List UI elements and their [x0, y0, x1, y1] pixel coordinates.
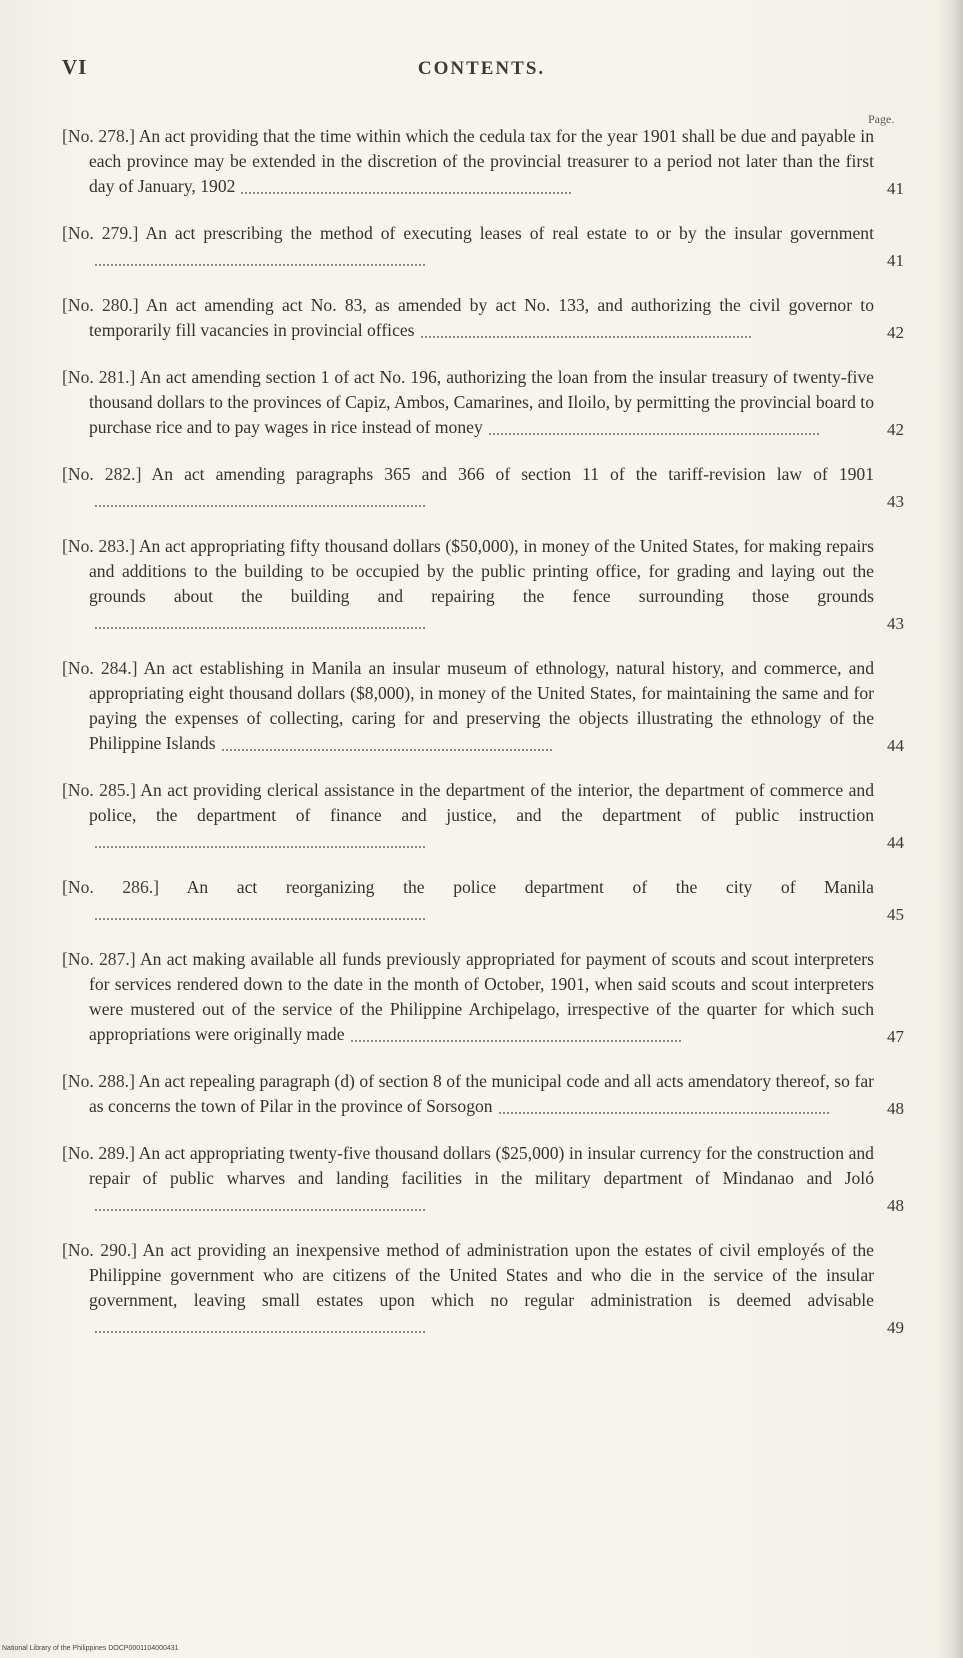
dot-leader: [351, 1030, 681, 1042]
page-number: VI: [62, 55, 88, 79]
dot-leader: [95, 495, 425, 507]
entry-text: [62, 1069, 874, 1119]
dot-leader: [95, 617, 425, 629]
contents-entry: [62, 1238, 908, 1338]
entry-page-number: 42: [887, 323, 904, 342]
running-head: CONTENTS.: [417, 58, 546, 79]
act-number: [No. 286.]: [62, 877, 160, 897]
act-number: [No. 278.]: [62, 126, 136, 146]
act-number: [No. 287.]: [62, 949, 136, 969]
entry-page-number: 48: [887, 1099, 904, 1118]
entry-page-number: 44: [887, 833, 904, 852]
act-description: An act providing an inexpensive method of administration upon the estates of civil employés of the Philippine government who are citizens of the United States and who die in the service of the insular government, leaving small estates upon which no regular administration is deemed advisable: [89, 1240, 874, 1310]
page-column-label: Page.: [868, 112, 895, 126]
act-description: An act amending section 1 of act No. 196, authorizing the loan from the insular treasury of twenty-five thousand dollars to the provinces of Capiz, Ambos, Camarines, and Iloilo, by permitting the provincial board to purchase rice and to pay wages in rice instead of money: [89, 367, 874, 437]
contents-entry: [62, 534, 908, 634]
entry-text: [62, 124, 874, 199]
entry-page-number: 41: [887, 251, 904, 270]
entry-page-number: 43: [887, 492, 904, 511]
page-edge-shadow: [937, 0, 963, 1658]
act-description: An act appropriating twenty-five thousand dollars ($25,000) in insular currency for the construction and repair of public wharves and landing facilities in the military department of Mindanao and Joló: [89, 1143, 874, 1188]
act-number: [No. 285.]: [62, 780, 136, 800]
contents-entry: [62, 293, 908, 343]
contents-entry: [62, 124, 908, 199]
entry-text: [62, 221, 874, 271]
entry-text: [62, 365, 874, 440]
dot-leader: [95, 1199, 425, 1211]
act-description: An act repealing paragraph (d) of section 8 of the municipal code and all acts amendatory thereof, so far as concerns the town of Pilar in the province of Sorsogon: [89, 1071, 874, 1116]
entry-text: [62, 875, 874, 925]
entry-page-number: 45: [887, 905, 904, 924]
act-number: [No. 279.]: [62, 223, 139, 243]
dot-leader: [241, 182, 571, 194]
dot-leader: [421, 326, 751, 338]
act-description: An act appropriating fifty thousand dollars ($50,000), in money of the United States, for making repairs and additions to the building to be occupied by the public printing office, for grading and laying out the grounds about the building and repairing the fence surrounding those grounds: [89, 536, 874, 606]
entry-page-number: 43: [887, 614, 904, 633]
act-number: [No. 281.]: [62, 367, 136, 387]
entry-page-number: 49: [887, 1318, 904, 1337]
entry-text: [62, 778, 874, 853]
entry-text: [62, 1238, 874, 1338]
act-number: [No. 283.]: [62, 536, 136, 556]
dot-leader: [489, 423, 819, 435]
entry-text: [62, 947, 874, 1047]
contents-entry: [62, 875, 908, 925]
contents-entry: [62, 221, 908, 271]
act-number: [No. 282.]: [62, 464, 142, 484]
dot-leader: [95, 1321, 425, 1333]
act-description: An act prescribing the method of executing leases of real estate to or by the insular government: [145, 223, 874, 243]
entry-page-number: 44: [887, 736, 904, 755]
entry-text: [62, 534, 874, 634]
dot-leader: [95, 836, 425, 848]
entry-text: [62, 656, 874, 756]
act-description: An act amending act No. 83, as amended by act No. 133, and authorizing the civil governor to temporarily fill vacancies in provincial offices: [89, 295, 874, 340]
act-number: [No. 290.]: [62, 1240, 137, 1260]
contents-entry: [62, 778, 908, 853]
act-number: [No. 280.]: [62, 295, 139, 315]
entry-text: [62, 293, 874, 343]
act-number: [No. 288.]: [62, 1071, 135, 1091]
act-number: [No. 284.]: [62, 658, 138, 678]
entry-text: [62, 462, 874, 512]
act-description: An act establishing in Manila an insular museum of ethnology, natural history, and commerce, and appropriating eight thousand dollars ($8,000), in money of the United States, for maintaining the same and for paying the expenses of collecting, caring for and preserving the objects illustrating the ethnology of the Philippine Islands: [89, 658, 874, 753]
act-description: An act making available all funds previously appropriated for payment of scouts and scout interpreters for services rendered down to the date in the month of October, 1901, when said scouts and scout interpreters were mustered out of the service of the Philippine Archipelago, irrespective of the quarter for which such appropriations were originally made: [89, 949, 874, 1044]
act-description: An act providing that the time within which the cedula tax for the year 1901 shall be due and payable in each province may be extended in the discretion of the provincial treasurer to a period not later than the first day of January, 1902: [89, 126, 874, 196]
entry-page-number: 41: [887, 179, 904, 198]
dot-leader: [95, 908, 425, 920]
contents-list: [62, 124, 908, 1360]
contents-entry: [62, 656, 908, 756]
entry-page-number: 47: [887, 1027, 904, 1046]
contents-entry: [62, 462, 908, 512]
contents-entry: [62, 1141, 908, 1216]
contents-entry: [62, 1069, 908, 1119]
contents-entry: [62, 947, 908, 1047]
footer-credit: National Library of the Philippines DOCP0001104000431: [2, 1645, 179, 1652]
act-number: [No. 289.]: [62, 1143, 135, 1163]
dot-leader: [499, 1102, 829, 1114]
contents-entry: [62, 365, 908, 440]
dot-leader: [222, 739, 552, 751]
act-description: An act providing clerical assistance in the department of the interior, the department of commerce and police, the department of finance and justice, and the department of public instruction: [89, 780, 874, 825]
act-description: An act amending paragraphs 365 and 366 of section 11 of the tariff-revision law of 1901: [151, 464, 875, 484]
entry-page-number: 42: [887, 420, 904, 439]
act-description: An act reorganizing the police department of the city of Manila: [186, 877, 874, 897]
dot-leader: [95, 254, 425, 266]
entry-page-number: 48: [887, 1196, 904, 1215]
entry-text: [62, 1141, 874, 1216]
